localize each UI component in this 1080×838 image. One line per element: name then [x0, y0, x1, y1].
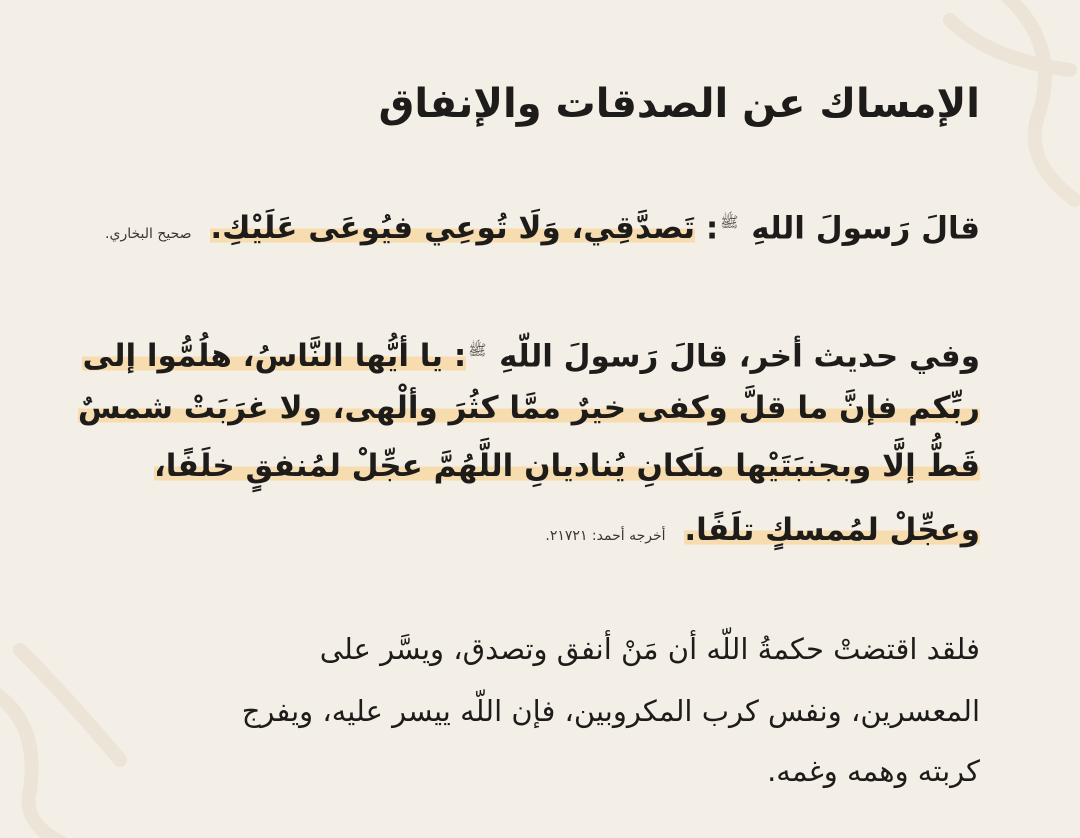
hadith-2-line-3 [154, 442, 980, 490]
hadith-2-line-1 [82, 326, 980, 380]
hadith-2-text-start: : يا أيُّها النَّاسُ، هلُمُّوا إلى [82, 338, 467, 375]
hadith-2-intro: وفي حديث أخر، قالَ رَسولَ اللّهِ [499, 338, 980, 375]
hadith-2-text-line-3: قَطُّ إلَّا وبجنبَتَيْها ملَكانِ يُناديانِ اللَّهُمَّ عجِّلْ لمُنفقٍ خلَفًا، [153, 448, 980, 484]
hadith-2-line-2 [78, 384, 980, 432]
conclusion-line-3: كربته وهمه وغمه. [767, 754, 980, 788]
blessing-glyph: ﷺ [468, 341, 487, 359]
hadith-2-source: أخرجه أحمد: ٢١٧٢١. [545, 528, 666, 544]
hadith-2-text-line-2: ربِّكم فإنَّ ما قلَّ وكفى خيرٌ ممَّا كثُرَ وألْهى، ولا غرَبَتْ شمسٌ [77, 390, 980, 426]
hadith-1 [105, 198, 980, 258]
hadith-1-colon: : [705, 210, 719, 247]
hadith-2-line-4 [545, 506, 980, 560]
blessing-glyph: ﷺ [720, 213, 739, 231]
hadith-1-intro: قالَ رَسولَ اللهِ [751, 210, 980, 247]
hadith-1-text: تَصدَّقِي، وَلَا تُوعِي فيُوعَى عَلَيْكِ. [210, 210, 696, 247]
conclusion-line-2: المعسرين، ونفس كرب المكروبين، فإن اللّه ييسر عليه، ويفرج [241, 694, 980, 728]
hadith-2-text-line-4: وعجِّلْ لمُمسكٍ تلَفًا. [684, 512, 980, 548]
page-title: الإمساك عن الصدقات والإنفاق [378, 81, 980, 127]
conclusion-line-1: فلقد اقتضتْ حكمةُ اللّه أن مَنْ أنفق وتصدق، ويسَّر على [319, 632, 980, 666]
hadith-1-source: صحيح البخاري. [105, 226, 192, 243]
